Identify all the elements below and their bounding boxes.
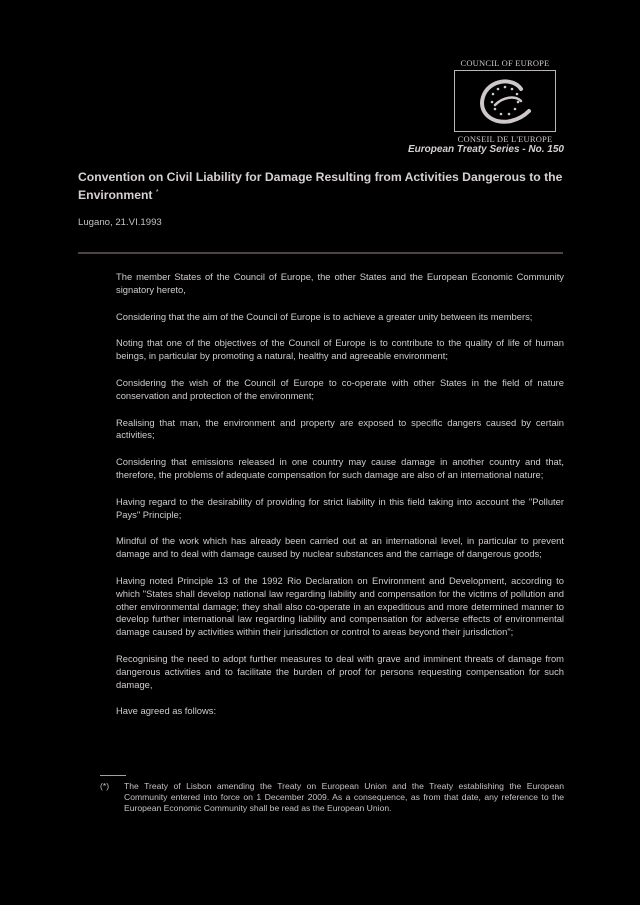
footnote-mark: (*) [100, 781, 110, 791]
place-date: Lugano, 21.VI.1993 [78, 217, 162, 228]
preamble-paragraph: Realising that man, the environment and property are exposed to specific dangers caused by certain activities; [116, 416, 564, 441]
title-footnote-mark[interactable]: * [155, 189, 159, 196]
preamble [116, 271, 564, 732]
council-of-europe-emblem-icon [454, 70, 556, 132]
document-title [78, 170, 568, 203]
logo-bottom-text: CONSEIL DE L'EUROPE [457, 134, 553, 144]
preamble-paragraph: Mindful of the work which has already been carried out at an international level, in particular to prevent damage and to deal with damage caused by nuclear substances and the carriage of dangerous goods; [116, 535, 564, 560]
preamble-paragraph: Considering that emissions released in one country may cause damage in another country and that, therefore, the problems of adequate compensation for such damage are also of an international nature; [116, 456, 564, 480]
logo-top-text: COUNCIL OF EUROPE [460, 58, 550, 68]
agreement-statement: Have agreed as follows: [116, 705, 217, 717]
preamble-paragraph: Noting that one of the objectives of the Council of Europe is to contribute to the quality of life of human beings, in particular by promoting a natural, healthy and agreeable environment; [116, 337, 564, 362]
preamble-paragraph: Recognising the need to adopt further measures to deal with grave and imminent threats of damage from dangerous activities and to facilitate the burden of proof for persons requesting compensation for such damage, [116, 652, 564, 690]
preamble-paragraph: Considering the wish of the Council of Europe to co-operate with other States in the field of nature conservation and protection of the environment; [116, 376, 564, 401]
preamble-paragraph: Having regard to the desirability of providing for strict liability in this field taking into account the "Polluter Pays" Principle; [116, 495, 564, 520]
footnote-divider [100, 775, 126, 776]
preamble-paragraph: Having noted Principle 13 of the 1992 Rio Declaration on Environment and Development, according to which "States shall develop national law regarding liability and compensation for the victims of pollution and other environmental damage; they shall also co-operate in an expeditious and more determined manner to develop further international law regarding liability and compensation for adverse effects of environmental damage caused by activities within their jurisdiction or control to areas beyond their jurisdiction"; [116, 574, 564, 638]
footnote-text: The Treaty of Lisbon amending the Treaty on European Union and the Treaty establishing the European Community entered into force on 1 December 2009. As a consequence, as from that date, any reference to the European Economic Community shall be read as the European Union. [124, 781, 564, 814]
treaty-series-label: European Treaty Series - No. 150 [408, 144, 564, 155]
horizontal-divider [78, 252, 563, 254]
preamble-paragraph: The member States of the Council of Europe, the other States and the European Economic Community signatory hereto, [116, 271, 564, 295]
preamble-paragraph: Considering that the aim of the Council of Europe is to achieve a greater unity between its members; [116, 310, 533, 322]
council-of-europe-logo [450, 58, 560, 144]
footnote [100, 781, 564, 815]
title-text: Convention on Civil Liability for Damage Resulting from Activities Dangerous to the Environment [78, 170, 563, 203]
